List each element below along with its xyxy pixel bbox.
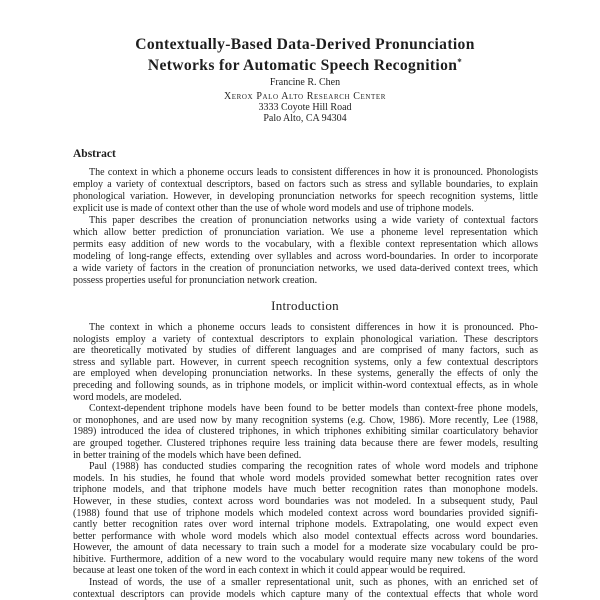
paper-title-line-1: Contextually-Based Data-Derived Pronunciation bbox=[135, 36, 475, 53]
paragraph bbox=[73, 577, 538, 600]
text-line: phonological variation. However, in developing pronunciation networks for speech recognition systems, little bbox=[73, 191, 538, 202]
text-line: (1988) found that use of triphone models which modeled context across word boundaries provided signifi- bbox=[73, 507, 538, 519]
text-line: better performance with whole word models which also model contextual effects across word boundaries. bbox=[73, 530, 538, 542]
introduction-heading: Introduction bbox=[271, 298, 339, 313]
text-line: because at least one token of the word in each context in which it could appear would be required. bbox=[73, 565, 466, 577]
text-line: preceding and following sounds, as in triphone models, or implicit within-word contextual effects, as in whole bbox=[73, 379, 538, 391]
text-line: Paul (1988) has conducted studies comparing the recognition rates of whole word models and triphone bbox=[89, 461, 538, 473]
paper-title-line-2 bbox=[0, 53, 600, 75]
text-line: nologists employ a variety of contextual descriptors to explain phonological variation. These descriptors bbox=[73, 333, 538, 345]
paper-title-text: Networks for Automatic Speech Recognition bbox=[147, 57, 458, 74]
text-line: stress and syllable part. However, in current speech recognition systems, only a few contextual descriptors bbox=[73, 356, 538, 368]
text-line: contextual descriptors can provide models which capture many of the contextual effects that whole word bbox=[73, 588, 538, 600]
text-line: employ a variety of contextual descriptors, based on factors such as stress and syllable boundaries, to explain bbox=[73, 179, 538, 190]
author-city: Palo Alto, CA 94304 bbox=[263, 113, 347, 124]
paragraph bbox=[73, 322, 538, 403]
text-line: Context-dependent triphone models have been found to be better models than context-free phone models, bbox=[89, 403, 538, 415]
text-line: possess properties useful for pronunciation network creation. bbox=[73, 275, 318, 286]
text-line: are grouped together. Clustered triphones require less training data because there are fewer models, resulting bbox=[73, 437, 538, 449]
text-line: The context in which a phoneme occurs leads to consistent differences in how it is pronounced. Pho- bbox=[89, 322, 538, 333]
abstract-heading: Abstract bbox=[73, 148, 116, 160]
text-line: Instead of words, the use of a smaller representational unit, such as phones, with an enriched set of bbox=[89, 577, 538, 589]
text-line: This paper describes the creation of pronunciation networks using a wide variety of contextual factors bbox=[89, 215, 538, 226]
text-line: which allow better prediction of pronunciation variation. We use a phoneme level representation which bbox=[73, 227, 538, 238]
text-line: are employed when developing pronunciation networks. In these systems, generally the effects of only the bbox=[73, 368, 538, 380]
author-street: 3333 Coyote Hill Road bbox=[258, 102, 352, 113]
text-line: permits easy addition of new words to the vocabulary, with a flexible context representation which allows bbox=[73, 239, 538, 250]
title-footnote-mark: * bbox=[457, 57, 463, 67]
paragraph bbox=[73, 403, 538, 461]
text-line: word models, are modeled. bbox=[73, 391, 182, 403]
text-line: 1989) introduced the idea of clustered triphones, in which triphones exhibiting similar coarticulatory behavior bbox=[73, 426, 538, 438]
abstract-body bbox=[73, 167, 538, 287]
text-line: a wide variety of factors in the creation of pronunciation networks, we used data-derived context trees, which bbox=[73, 263, 538, 274]
text-line: models. In his studies, he found that whole word models provided somewhat better recognition rates over bbox=[73, 472, 538, 484]
paragraph bbox=[73, 461, 538, 577]
text-line: However, the amount of data necessary to train such a model for a moderate size vocabulary could be pro- bbox=[73, 542, 538, 554]
text-line: The context in which a phoneme occurs leads to consistent differences in how it is pronounced. Phonologists bbox=[89, 167, 538, 178]
text-line: triphone models, and that triphone models have much better recognition rates than monophone models. bbox=[73, 484, 538, 496]
text-line: or monophones, and are used now by many recognition systems (e.g. Chow, 1986). More recently, Lee (1988, bbox=[73, 414, 538, 426]
paragraph bbox=[73, 215, 538, 287]
text-line: cantly better recognition rates over word internal triphone models. Extrapolating, one would expect even bbox=[73, 519, 538, 531]
text-line: However, in these studies, context across word boundaries was not modeled. In a subsequent study, Paul bbox=[73, 495, 538, 507]
introduction-body bbox=[73, 322, 538, 600]
author-organization: Xerox Palo Alto Research Center bbox=[223, 91, 387, 102]
author-name: Francine R. Chen bbox=[269, 77, 341, 88]
text-line: modeling of long-range effects, extending over syllables and across word-boundaries. In order to incorporate bbox=[73, 251, 538, 262]
text-line: explicit use is made of context other than the use of whole word models and use of triphone models. bbox=[73, 203, 474, 214]
paragraph bbox=[73, 167, 538, 215]
text-line: in better training of the models which have been defined. bbox=[73, 449, 302, 461]
text-line: are theoretically motivated by studies of different languages and are comprised of many factors, such as bbox=[73, 345, 538, 357]
text-line: hibitive. Furthermore, addition of a new word to the vocabulary would require many new tokens of the word bbox=[73, 553, 538, 565]
